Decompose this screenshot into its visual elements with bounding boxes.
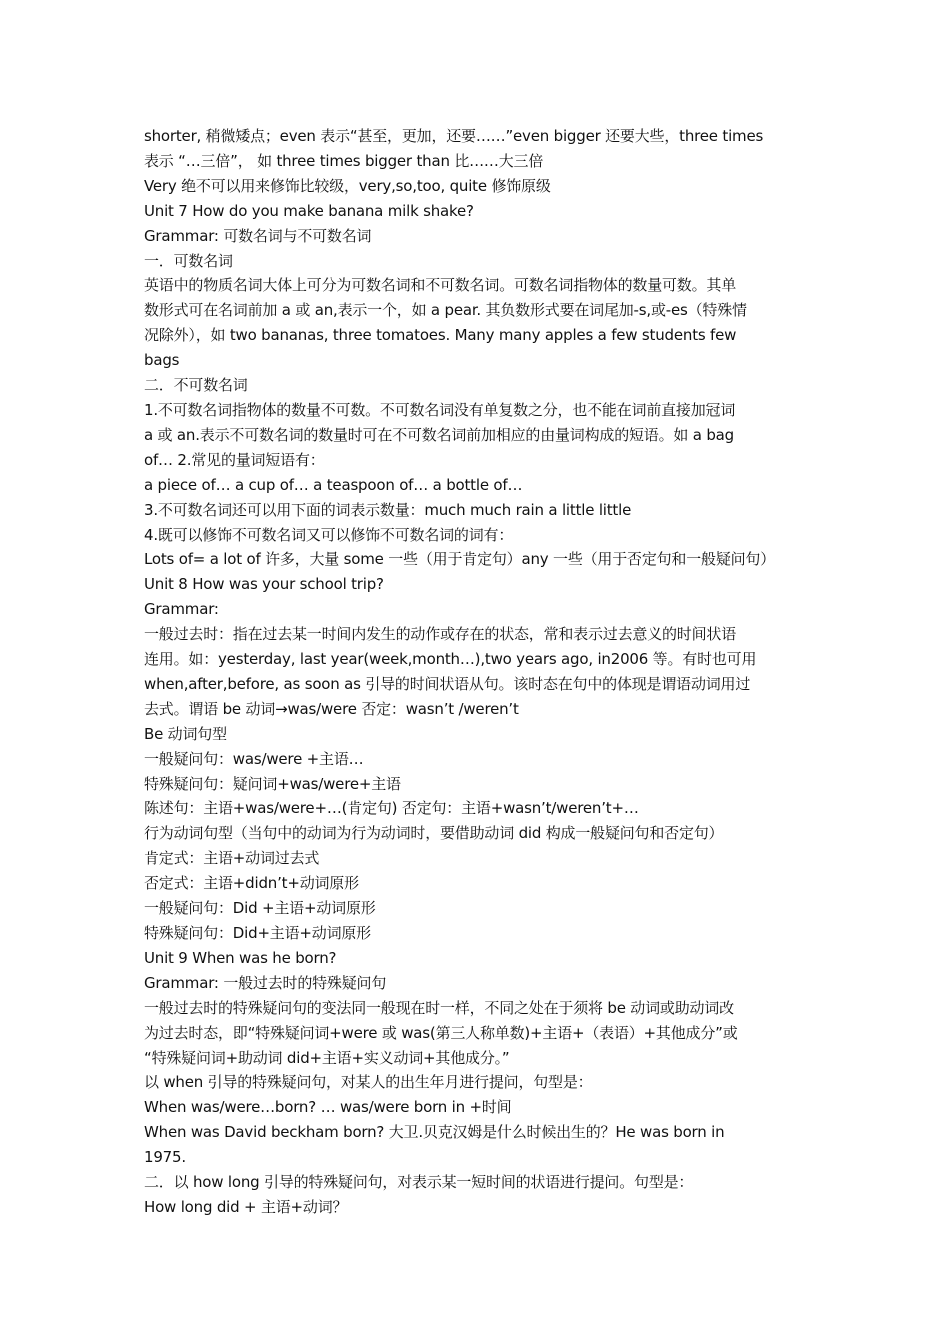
text-line: Unit 9 When was he born? [144,948,337,967]
text-line: 肯定式：主语+动词过去式 [144,849,320,868]
text-line: Grammar: 一般过去时的特殊疑问句 [144,973,387,992]
text-line: When was/were…born? … was/were born in +时间 [144,1098,512,1117]
text-line: Be 动词句型 [144,724,227,743]
text-line: when,after,before, as soon as 引导的时间状语从句。该时态在句中的体现是谓语动词用过 [144,674,751,693]
text-line: 行为动词句型（当句中的动词为行为动词时，要借助动词 did 构成一般疑问句和否定句） [144,824,724,843]
text-line: 一般疑问句：Did +主语+动词原形 [144,899,376,918]
text-line: 一．可数名词 [144,251,233,270]
text-line: 一般过去时的特殊疑问句的变法同一般现在时一样，不同之处在于须将 be 动词或助动词改 [144,998,734,1017]
text-line: bags [144,351,180,370]
text-line: a 或 an.表示不可数名词的数量时可在不可数名词前加相应的由量词构成的短语。如 a bag [144,425,734,444]
text-line: 二．以 how long 引导的特殊疑问句，对表示某一短时间的状语进行提问。句型是： [144,1173,694,1192]
text-line: Unit 8 How was your school trip? [144,575,384,594]
text-line: 况除外），如 two bananas, three tomatoes. Many many apples a few students few [144,326,737,345]
text-line: 特殊疑问句：Did+主语+动词原形 [144,924,371,942]
text-line: Unit 7 How do you make banana milk shake? [144,201,474,220]
text-line: 以 when 引导的特殊疑问句，对某人的出生年月进行提问，句型是： [144,1073,593,1092]
text-line: Grammar: 可数名词与不可数名词 [144,226,372,245]
text-line: “特殊疑问词+助动词 did+主语+实义动词+其他成分。” [144,1048,510,1067]
text-line: 陈述句：主语+was/were+…(肯定句) 否定句：主语+wasn’t/weren’t+… [144,799,639,818]
text-line: How long did + 主语+动词？ [144,1197,348,1216]
text-line: 二．不可数名词 [144,376,248,395]
text-line: 为过去时态，即“特殊疑问词+were 或 was(第三人称单数)+主语+（表语）+其他成分”或 [144,1023,738,1042]
text-line: 英语中的物质名词大体上可分为可数名词和不可数名词。可数名词指物体的数量可数。其单 [144,276,737,295]
text-line: Grammar: [144,600,219,619]
text-line: Very 绝不可以用来修饰比较级，very,so,too, quite 修饰原级 [144,176,551,195]
text-line: Lots of= a lot of 许多，大量 some 一些（用于肯定句）any 一些（用于否定句和一般疑问句） [144,550,776,569]
text-line: 表示 “…三倍”， 如 three times bigger than 比……大三倍 [144,151,544,170]
text-line: 一般疑问句：was/were +主语… [144,749,364,768]
text-line: 数形式可在名词前加 a 或 an,表示一个，如 a pear. 其负数形式要在词尾加-s,或-es（特殊情 [144,301,747,320]
text-line: When was David beckham born? 大卫.贝克汉姆是什么时候出生的？He was born in [144,1123,725,1142]
document-body [144,124,814,1220]
text-line: 否定式：主语+didn’t+动词原形 [144,874,359,893]
text-line: of… 2.常见的量词短语有： [144,450,325,469]
text-line: 1.不可数名词指物体的数量不可数。不可数名词没有单复数之分，也不能在词前直接加冠词 [144,400,736,419]
text-line: a piece of… a cup of… a teaspoon of… a bottle of… [144,475,523,494]
text-line: 连用。如：yesterday, last year(week,month…),two years ago, in2006 等。有时也可用 [144,650,757,669]
text-line: 一般过去时：指在过去某一时间内发生的动作或存在的状态，常和表示过去意义的时间状语 [144,625,737,644]
text-line: 4.既可以修饰不可数名词又可以修饰不可数名词的词有： [144,525,514,544]
text-line: 去式。谓语 be 动词→was/were 否定：wasn’t /weren’t [144,699,519,718]
text-line: shorter, 稍微矮点；even 表示“甚至，更加，还要……”even bigger 还要大些，three times [144,127,764,145]
text-line: 3.不可数名词还可以用下面的词表示数量：much much rain a little little [144,500,632,519]
text-line: 1975. [144,1148,186,1167]
text-line: 特殊疑问句：疑问词+was/were+主语 [144,774,401,793]
